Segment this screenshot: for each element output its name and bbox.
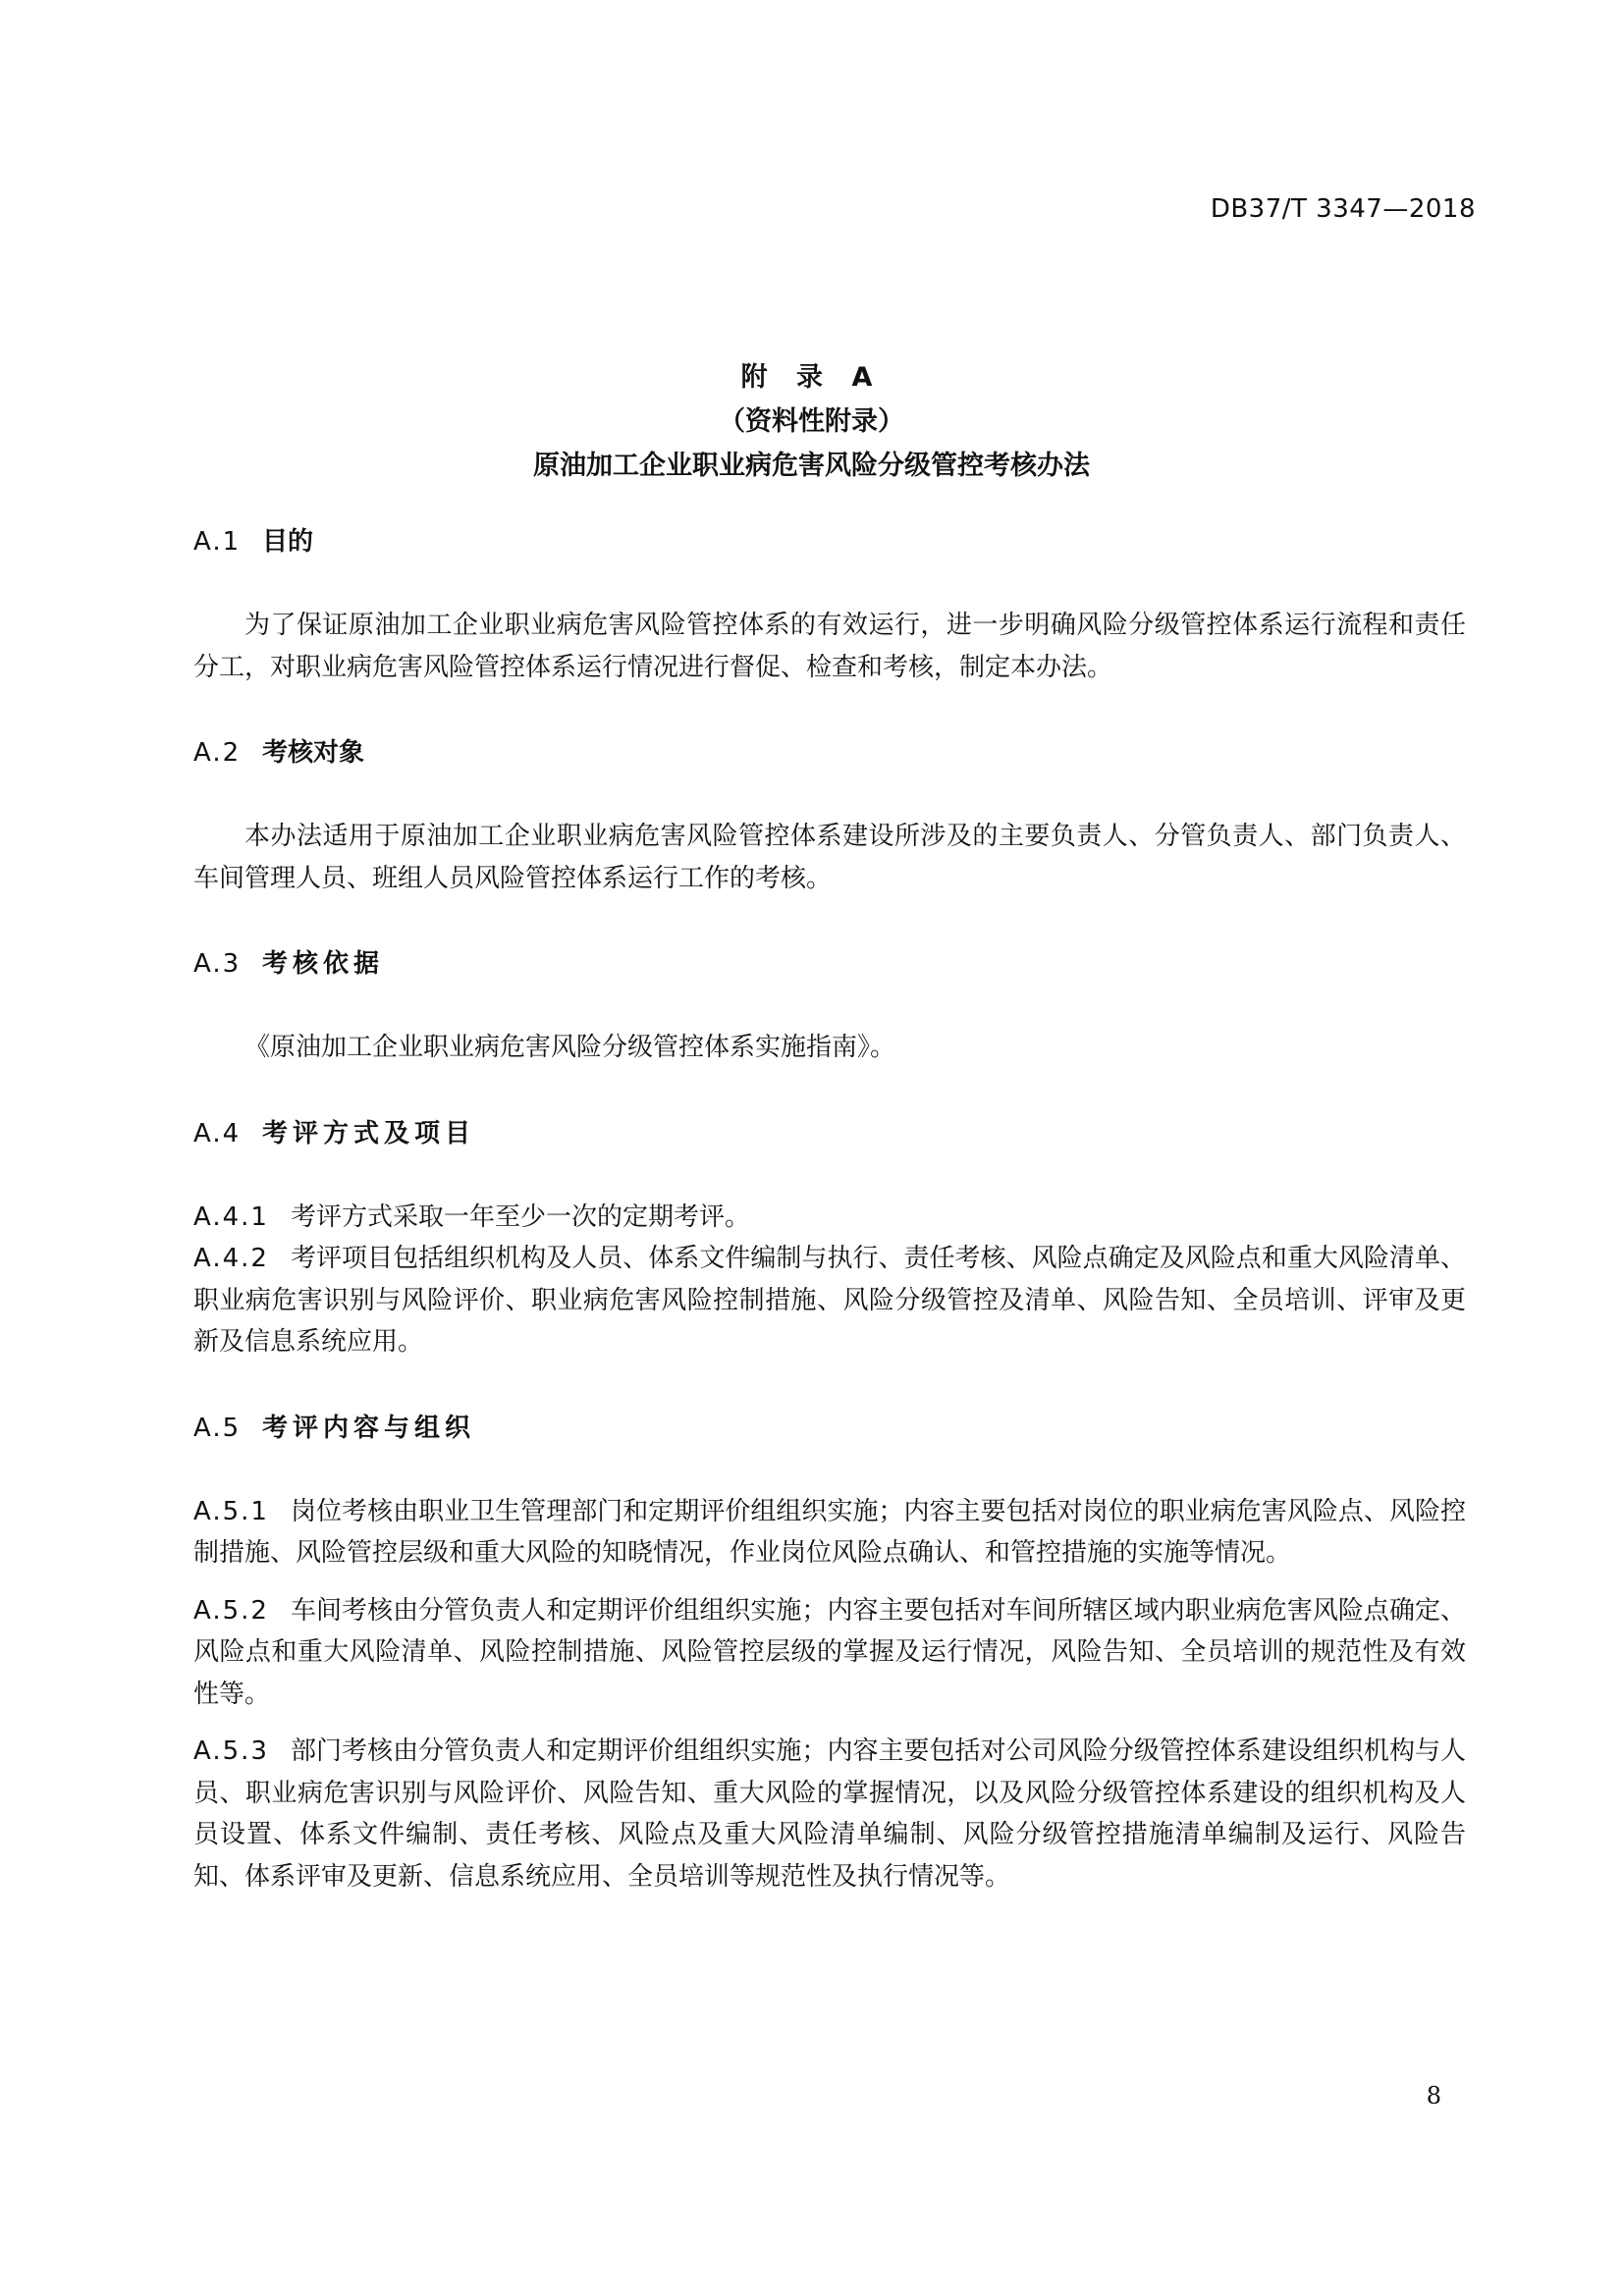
clause-number: A.4.2 — [193, 1244, 269, 1273]
clause-a5-2 — [193, 1590, 1466, 1716]
clause-number: A.5.1 — [193, 1496, 269, 1526]
clause-text: 部门考核由分管负责人和定期评价组组织实施；内容主要包括对公司风险分级管控体系建设组织机构与人员、职业病危害识别与风险评价、风险告知、重大风险的掌握情况，以及风险分级管控体系建设的组织机构及人员设置、体系文件编制、责任考核、风险点及重大风险清单编制、风险分级管控措施清单编制及运行、风险告知、体系评审及更新、信息系统应用、全员培训等规范性及执行情况等。 — [193, 1736, 1466, 1892]
section-title: 考评内容与组织 — [262, 1413, 476, 1443]
section-a2-text: 本办法适用于原油加工企业职业病危害风险管控体系建设所涉及的主要负责人、分管负责人、部门负责人、车间管理人员、班组人员风险管控体系运行工作的考核。 — [193, 822, 1466, 893]
clause-text: 岗位考核由职业卫生管理部门和定期评价组组织实施；内容主要包括对岗位的职业病危害风险点、风险控制措施、风险管控层级和重大风险的知晓情况，作业岗位风险点确认、和管控措施的实施等情况。 — [193, 1496, 1466, 1568]
appendix-name: 原油加工企业职业病危害风险分级管控考核办法 — [533, 451, 1090, 481]
section-a2-heading — [193, 733, 1466, 773]
section-a5-heading — [193, 1409, 1466, 1448]
section-a3-heading — [193, 944, 1466, 984]
appendix-heading — [0, 355, 1623, 488]
section-a1-heading — [193, 522, 1466, 561]
section-number: A.5 — [193, 1413, 242, 1443]
standard-code: DB37/T 3347—2018 — [1210, 194, 1476, 224]
section-title: 考核依据 — [262, 949, 385, 979]
section-a1-text: 为了保证原油加工企业职业病危害风险管控体系的有效运行，进一步明确风险分级管控体系运行流程和责任分工，对职业病危害风险管控体系运行情况进行督促、检查和考核，制定本办法。 — [193, 611, 1466, 682]
clause-a5-1 — [193, 1491, 1466, 1575]
clause-number: A.4.1 — [193, 1201, 269, 1232]
clause-text: 考评方式采取一年至少一次的定期考评。 — [290, 1201, 750, 1232]
clause-a4-2 — [193, 1238, 1466, 1363]
section-a3-text: 《原油加工企业职业病危害风险分级管控体系实施指南》。 — [244, 1033, 896, 1062]
clause-text: 车间考核由分管负责人和定期评价组组织实施；内容主要包括对车间所辖区域内职业病危害风险点确定、风险点和重大风险清单、风险控制措施、风险管控层级的掌握及运行情况，风险告知、全员培训的规范性及有效性等。 — [193, 1595, 1466, 1709]
section-title: 考核对象 — [262, 738, 365, 768]
clause-text: 考评项目包括组织机构及人员、体系文件编制与执行、责任考核、风险点确定及风险点和重大风险清单、职业病危害识别与风险评价、职业病危害风险控制措施、风险分级管控及清单、风险告知、全员培训、评审及更新及信息系统应用。 — [193, 1244, 1466, 1357]
clause-a4-1 — [193, 1197, 1466, 1239]
section-number: A.2 — [193, 738, 242, 768]
section-number: A.3 — [193, 949, 242, 979]
section-number: A.1 — [193, 527, 242, 557]
page-number: 8 — [1426, 2082, 1441, 2109]
appendix-subtitle: （资料性附录） — [719, 406, 904, 437]
clause-number: A.5.2 — [193, 1595, 269, 1626]
clause-a5-3 — [193, 1731, 1466, 1897]
section-number: A.4 — [193, 1118, 242, 1148]
clause-number: A.5.3 — [193, 1736, 269, 1766]
section-title: 目的 — [262, 527, 314, 557]
document-body — [193, 522, 1466, 1897]
section-a4-heading — [193, 1114, 1466, 1153]
section-title: 考评方式及项目 — [262, 1118, 476, 1148]
appendix-title: 附 录 A — [740, 362, 883, 393]
